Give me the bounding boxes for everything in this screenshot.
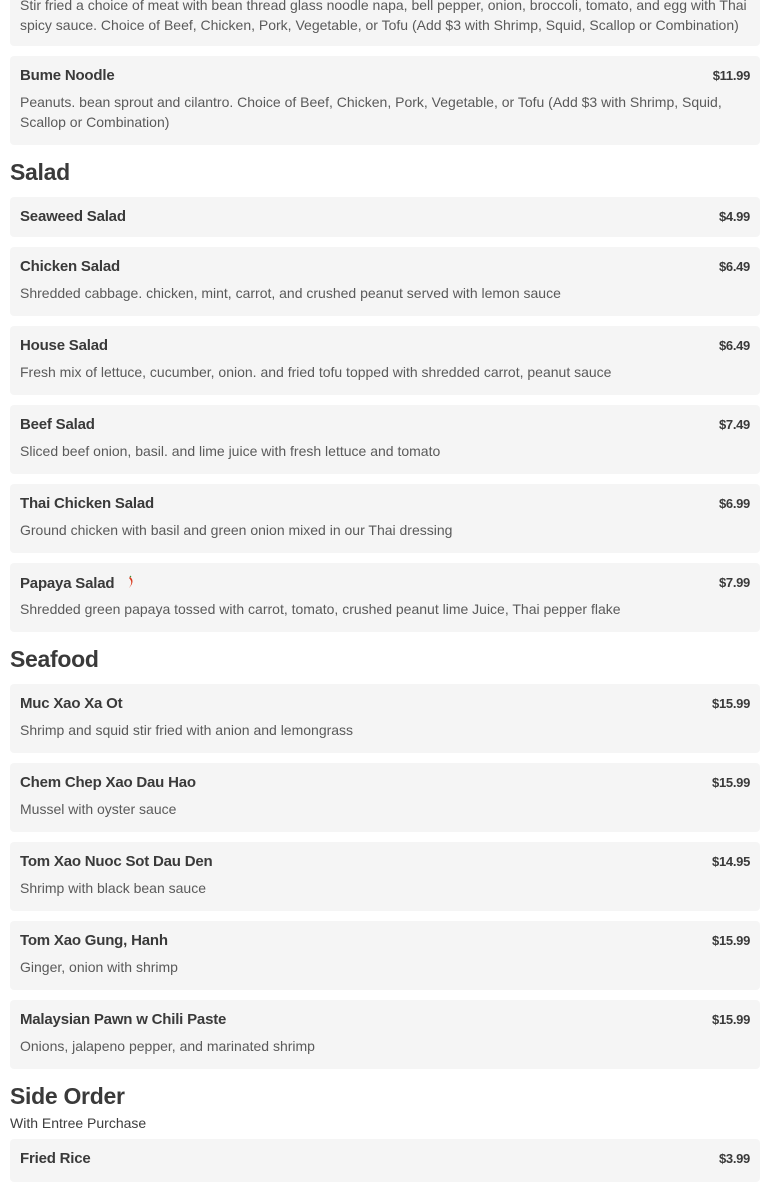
menu-item-papaya-salad[interactable] (10, 563, 760, 632)
menu-item-description: Onions, jalapeno pepper, and marinated shrimp (20, 1038, 315, 1054)
menu-item-name: Malaysian Pawn w Chili Paste (20, 1011, 227, 1028)
menu-item-tom-xao-gung-hanh[interactable] (10, 921, 760, 990)
menu-item-description: Sliced beef onion, basil. and lime juice with fresh lettuce and tomato (20, 443, 441, 459)
menu-item-fried-rice[interactable] (10, 1139, 760, 1182)
menu-item-description: Shrimp and squid stir fried with anion and lemongrass (20, 722, 354, 738)
menu-item-price: $6.99 (718, 496, 750, 511)
menu-item-house-salad[interactable] (10, 326, 760, 395)
section-title-salad: Salad (10, 159, 70, 185)
menu-item-description: Stir fried a choice of meat with bean thread glass noodle napa, bell pepper, onion, broccoli, tomato, and egg with Thai spicy sauce. Choice of Beef, Chicken, Pork, Vegetable, or Tofu (Add $3 with Shrimp, Squid, Scallop or Combination) (20, 0, 747, 33)
menu-item-tom-xao-nuoc-sot-dau-den[interactable] (10, 842, 760, 911)
menu-item-description: Shredded green papaya tossed with carrot, tomato, crushed peanut lime Juice, Thai pepper flake (20, 601, 621, 617)
section-subtitle: With Entree Purchase (10, 1115, 147, 1131)
menu-item-price: $7.49 (718, 417, 750, 432)
menu-item-beef-salad[interactable] (10, 405, 760, 474)
menu-item-description: Shredded cabbage. chicken, mint, carrot, and crushed peanut served with lemon sauce (20, 285, 561, 301)
menu-item-muc-xao-xa-ot[interactable] (10, 684, 760, 753)
menu-item-name: Fried Rice (20, 1150, 91, 1167)
menu-item-name: Tom Xao Gung, Hanh (20, 932, 168, 949)
menu-item-name: Seaweed Salad (20, 208, 126, 225)
menu-item-price: $14.95 (712, 854, 750, 869)
menu-item-price: $7.99 (718, 575, 750, 590)
menu-item-name: Muc Xao Xa Ot (20, 695, 123, 712)
menu-item-description: Mussel with oyster sauce (20, 801, 177, 817)
menu-item-description: Shrimp with black bean sauce (20, 880, 206, 896)
menu-item-name: Tom Xao Nuoc Sot Dau Den (20, 853, 213, 870)
menu-item-description: Peanuts. bean sprout and cilantro. Choice of Beef, Chicken, Pork, Vegetable, or Tofu (Add $3 with Shrimp, Squid, Scallop or Combination) (20, 94, 722, 130)
menu-item-price: $4.99 (718, 209, 750, 224)
menu-item-price: $15.99 (712, 696, 750, 711)
menu-item-chem-chep-xao-dau-hao[interactable] (10, 763, 760, 832)
menu-item-name: Thai Chicken Salad (20, 495, 154, 512)
menu-item-price: $15.99 (712, 933, 750, 948)
menu-item-name: House Salad (20, 337, 108, 354)
menu-item-seaweed-salad[interactable] (10, 197, 760, 237)
menu-item-malaysian-pawn[interactable] (10, 1000, 760, 1069)
menu-item-price: $15.99 (712, 775, 750, 790)
menu-item-price: $3.99 (718, 1151, 750, 1166)
chili-pepper-icon (127, 573, 136, 593)
section-title-seafood: Seafood (10, 646, 99, 672)
menu-item-description: Fresh mix of lettuce, cucumber, onion. and fried tofu topped with shredded carrot, peanut sauce (20, 364, 612, 380)
menu-item-card[interactable] (10, 0, 760, 46)
menu-item-name: Chicken Salad (20, 258, 120, 275)
menu-item-thai-chicken-salad[interactable] (10, 484, 760, 553)
menu-item-price: $11.99 (712, 68, 750, 83)
menu-item-description: Ginger, onion with shrimp (20, 959, 178, 975)
section-title-side-order: Side Order (10, 1083, 125, 1109)
menu-item-bume-noodle[interactable] (10, 56, 760, 145)
menu-item-name: Chem Chep Xao Dau Hao (20, 774, 196, 791)
menu-item-price: $6.49 (718, 259, 750, 274)
menu-item-name: Beef Salad (20, 416, 95, 433)
menu-item-name: Bume Noodle (20, 67, 115, 84)
menu-item-price: $15.99 (712, 1012, 750, 1027)
menu-item-name: Papaya Salad (20, 575, 115, 592)
menu-item-description: Ground chicken with basil and green onion mixed in our Thai dressing (20, 522, 453, 538)
menu-item-chicken-salad[interactable] (10, 247, 760, 316)
menu-item-price: $6.49 (718, 338, 750, 353)
